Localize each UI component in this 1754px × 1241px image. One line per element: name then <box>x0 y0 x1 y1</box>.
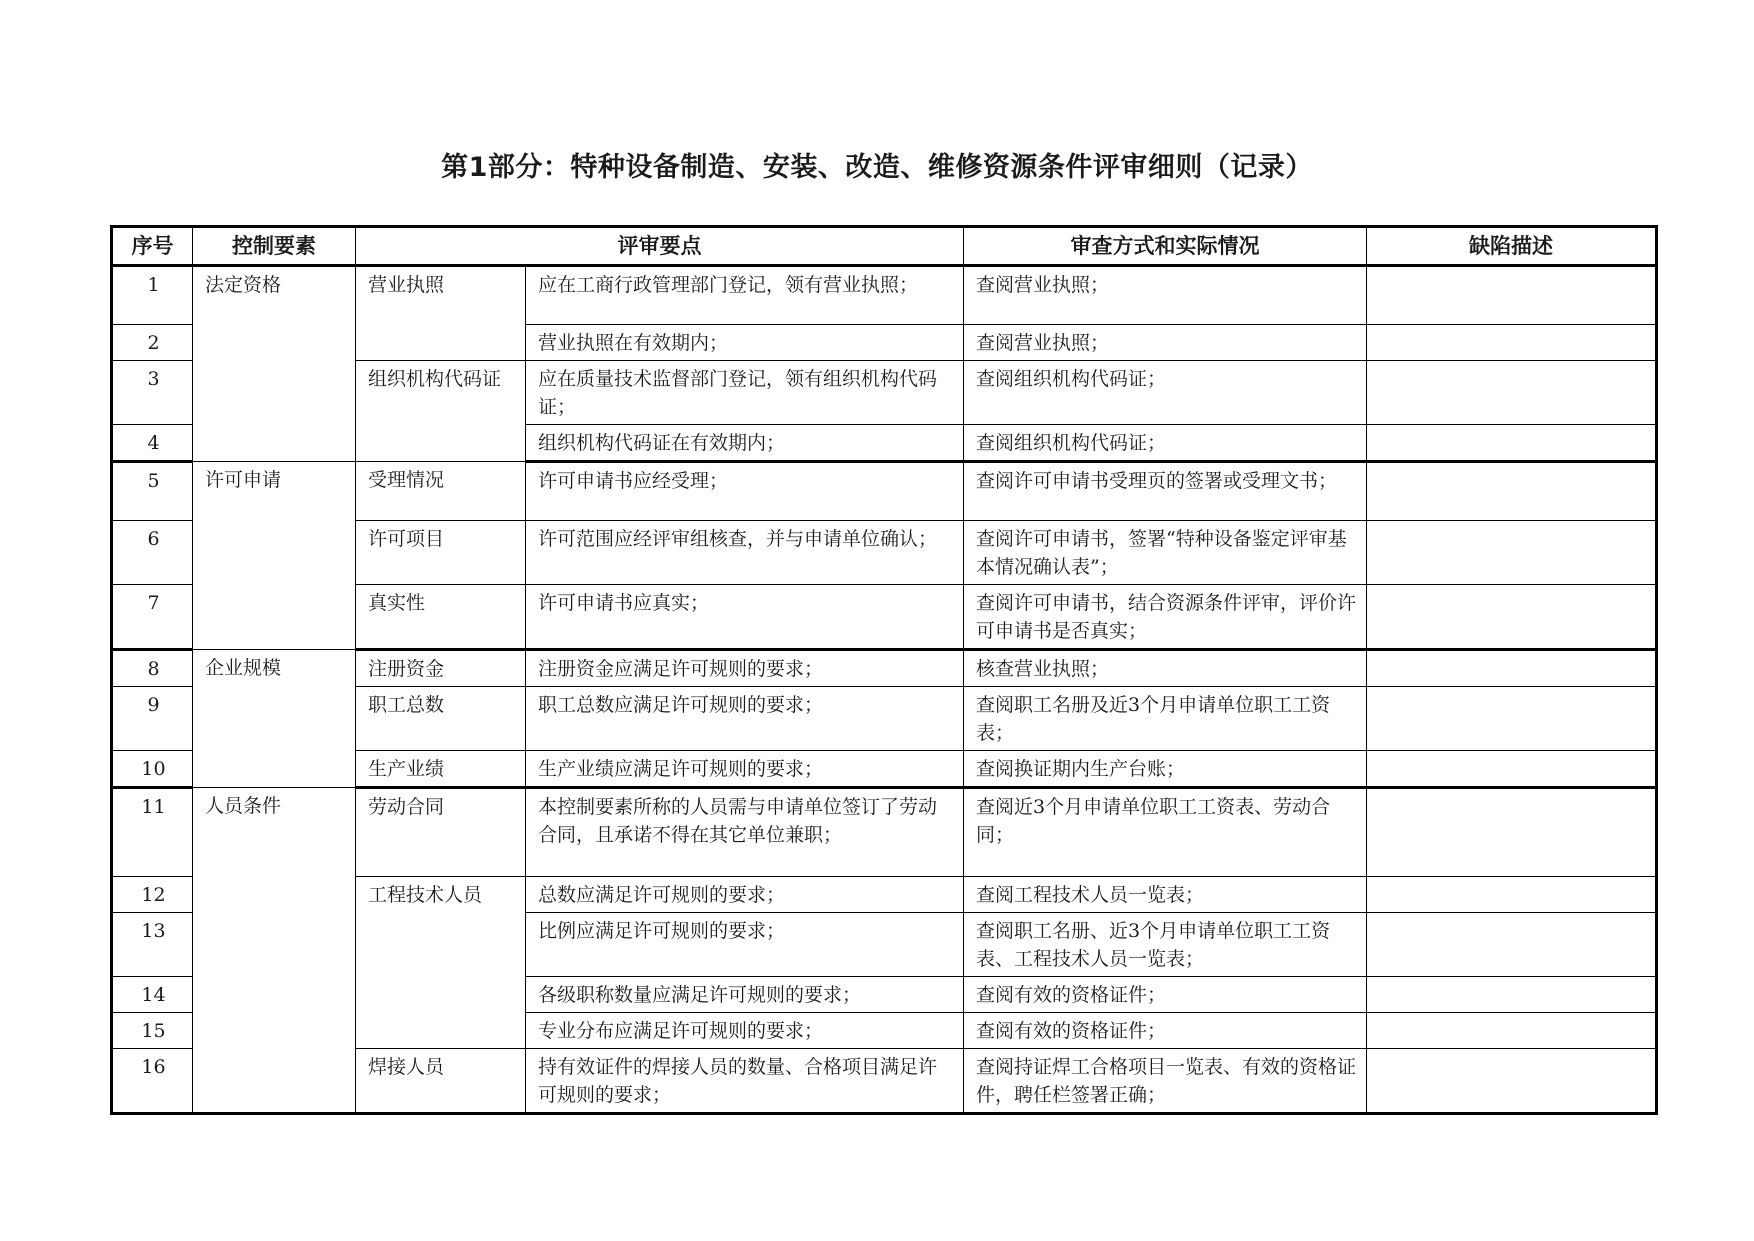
review-point-cell: 比例应满足许可规则的要求； <box>526 913 964 977</box>
sub-element-cell: 注册资金 <box>356 650 526 687</box>
row-number: 13 <box>112 913 193 977</box>
review-point-cell: 本控制要素所称的人员需与申请单位签订了劳动合同，且承诺不得在其它单位兼职； <box>526 788 964 877</box>
method-cell: 查阅有效的资格证件； <box>964 1013 1367 1049</box>
row-number: 3 <box>112 361 193 425</box>
method-cell: 查阅许可申请书，签署“特种设备鉴定评审基本情况确认表”； <box>964 521 1367 585</box>
defect-cell <box>1367 1049 1657 1114</box>
sub-element-cell: 组织机构代码证 <box>356 361 526 462</box>
defect-cell <box>1367 266 1657 325</box>
row-number: 10 <box>112 751 193 788</box>
control-element-cell: 人员条件 <box>193 788 356 1114</box>
method-cell: 查阅组织机构代码证； <box>964 361 1367 425</box>
table-row <box>112 650 1657 687</box>
sub-element-cell: 许可项目 <box>356 521 526 585</box>
review-point-cell: 持有效证件的焊接人员的数量、合格项目满足许可规则的要求； <box>526 1049 964 1114</box>
defect-cell <box>1367 1013 1657 1049</box>
method-cell: 查阅组织机构代码证； <box>964 425 1367 462</box>
control-element-cell: 企业规模 <box>193 650 356 788</box>
defect-cell <box>1367 325 1657 361</box>
review-point-cell: 注册资金应满足许可规则的要求； <box>526 650 964 687</box>
row-number: 15 <box>112 1013 193 1049</box>
sub-element-cell: 工程技术人员 <box>356 877 526 1049</box>
control-element-cell: 法定资格 <box>193 266 356 462</box>
row-number: 2 <box>112 325 193 361</box>
header-review-points: 评审要点 <box>356 227 964 266</box>
header-seq: 序号 <box>112 227 193 266</box>
review-table <box>110 225 1658 1115</box>
defect-cell <box>1367 462 1657 521</box>
review-point-cell: 生产业绩应满足许可规则的要求； <box>526 751 964 788</box>
table-row <box>112 266 1657 325</box>
defect-cell <box>1367 361 1657 425</box>
sub-element-cell: 真实性 <box>356 585 526 650</box>
defect-cell <box>1367 751 1657 788</box>
review-point-cell: 专业分布应满足许可规则的要求； <box>526 1013 964 1049</box>
method-cell: 查阅许可申请书受理页的签署或受理文书； <box>964 462 1367 521</box>
defect-cell <box>1367 650 1657 687</box>
row-number: 16 <box>112 1049 193 1114</box>
row-number: 6 <box>112 521 193 585</box>
row-number: 14 <box>112 977 193 1013</box>
method-cell: 查阅营业执照； <box>964 266 1367 325</box>
table-row <box>112 788 1657 877</box>
sub-element-cell: 职工总数 <box>356 687 526 751</box>
method-cell: 查阅有效的资格证件； <box>964 977 1367 1013</box>
row-number: 7 <box>112 585 193 650</box>
sub-element-cell: 焊接人员 <box>356 1049 526 1114</box>
page-title: 第1部分：特种设备制造、安装、改造、维修资源条件评审细则（记录） <box>441 152 1313 183</box>
defect-cell <box>1367 913 1657 977</box>
control-element-cell: 许可申请 <box>193 462 356 650</box>
header-control-element: 控制要素 <box>193 227 356 266</box>
method-cell: 核查营业执照； <box>964 650 1367 687</box>
method-cell: 查阅工程技术人员一览表； <box>964 877 1367 913</box>
method-cell: 查阅职工名册、近3个月申请单位职工工资表、工程技术人员一览表； <box>964 913 1367 977</box>
sub-element-cell: 受理情况 <box>356 462 526 521</box>
review-point-cell: 总数应满足许可规则的要求； <box>526 877 964 913</box>
table-header-row <box>112 227 1657 266</box>
method-cell: 查阅近3个月申请单位职工工资表、劳动合同； <box>964 788 1367 877</box>
defect-cell <box>1367 425 1657 462</box>
defect-cell <box>1367 877 1657 913</box>
sub-element-cell: 生产业绩 <box>356 751 526 788</box>
defect-cell <box>1367 687 1657 751</box>
review-point-cell: 组织机构代码证在有效期内； <box>526 425 964 462</box>
review-point-cell: 应在工商行政管理部门登记，领有营业执照； <box>526 266 964 325</box>
defect-cell <box>1367 521 1657 585</box>
defect-cell <box>1367 585 1657 650</box>
row-number: 5 <box>112 462 193 521</box>
row-number: 8 <box>112 650 193 687</box>
header-defect: 缺陷描述 <box>1367 227 1657 266</box>
review-point-cell: 许可申请书应真实； <box>526 585 964 650</box>
sub-element-cell: 劳动合同 <box>356 788 526 877</box>
method-cell: 查阅营业执照； <box>964 325 1367 361</box>
review-point-cell: 应在质量技术监督部门登记，领有组织机构代码证； <box>526 361 964 425</box>
review-point-cell: 营业执照在有效期内； <box>526 325 964 361</box>
method-cell: 查阅许可申请书，结合资源条件评审，评价许可申请书是否真实； <box>964 585 1367 650</box>
row-number: 11 <box>112 788 193 877</box>
defect-cell <box>1367 788 1657 877</box>
row-number: 1 <box>112 266 193 325</box>
method-cell: 查阅换证期内生产台账； <box>964 751 1367 788</box>
review-point-cell: 许可范围应经评审组核查，并与申请单位确认； <box>526 521 964 585</box>
review-point-cell: 职工总数应满足许可规则的要求； <box>526 687 964 751</box>
defect-cell <box>1367 977 1657 1013</box>
method-cell: 查阅持证焊工合格项目一览表、有效的资格证件，聘任栏签署正确； <box>964 1049 1367 1114</box>
row-number: 12 <box>112 877 193 913</box>
header-method: 审查方式和实际情况 <box>964 227 1367 266</box>
sub-element-cell: 营业执照 <box>356 266 526 361</box>
review-point-cell: 各级职称数量应满足许可规则的要求； <box>526 977 964 1013</box>
row-number: 4 <box>112 425 193 462</box>
method-cell: 查阅职工名册及近3个月申请单位职工工资表； <box>964 687 1367 751</box>
row-number: 9 <box>112 687 193 751</box>
review-point-cell: 许可申请书应经受理； <box>526 462 964 521</box>
table-row <box>112 462 1657 521</box>
